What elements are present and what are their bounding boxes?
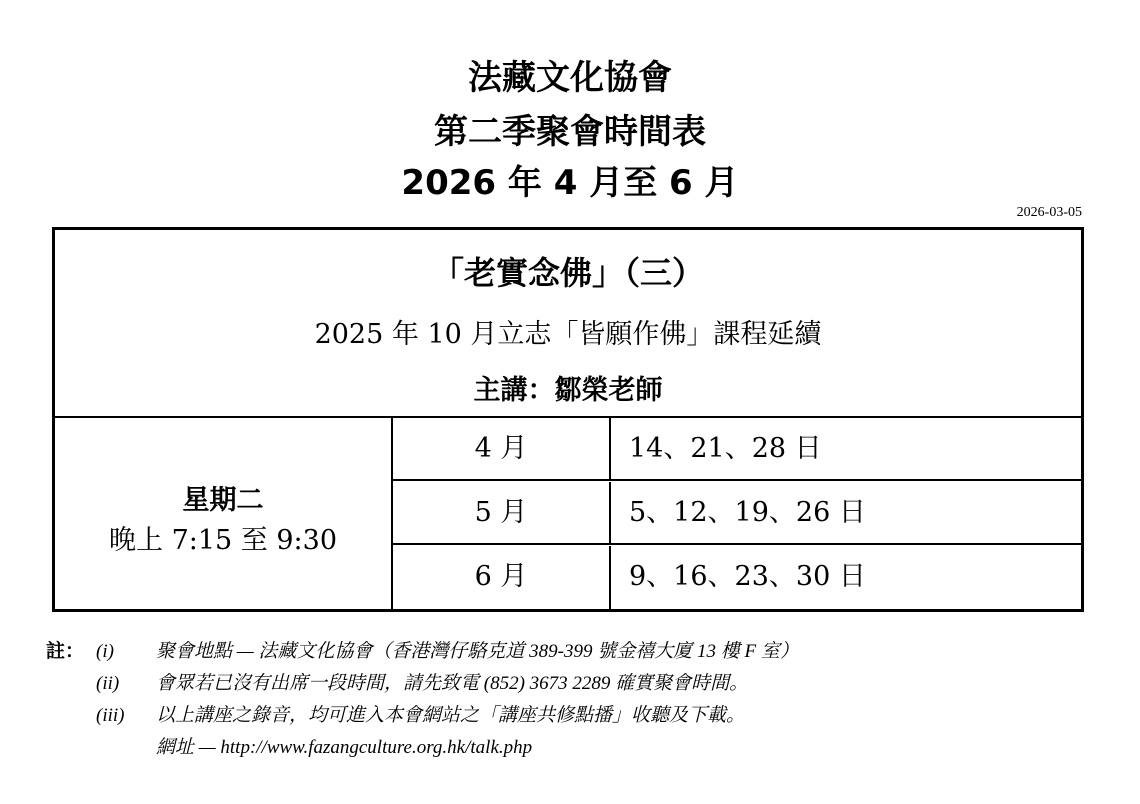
document-date: 2026-03-05 xyxy=(1016,205,1082,220)
table-row xyxy=(393,418,1081,481)
date-range-title: 2026 年 4 月至 6 月 xyxy=(401,163,739,203)
course-header xyxy=(55,230,1081,418)
schedule-title: 第二季聚會時間表 xyxy=(434,112,706,152)
note-number: (iii) xyxy=(96,705,125,726)
dates-cell: 5、12、19、26 日 xyxy=(629,497,866,528)
lecturer: 主講：鄒榮老師 xyxy=(473,375,663,406)
note-text: 以上講座之錄音，均可進入本會網站之「講座共修點播」收聽及下載。 xyxy=(156,705,746,726)
schedule-table xyxy=(52,227,1084,612)
note-number: (i) xyxy=(96,641,114,662)
dates-cell: 14、21、28 日 xyxy=(629,433,822,464)
course-title: 「老實念佛」（三） xyxy=(431,254,704,292)
month-cell: 4 月 xyxy=(393,418,611,479)
session-time: 晚上 7:15 至 9:30 xyxy=(108,525,337,556)
weekday: 星期二 xyxy=(182,485,264,516)
day-time-cell xyxy=(55,418,393,609)
table-row xyxy=(393,546,1081,609)
note-text: 會眾若已沒有出席一段時間，請先致電 (852) 3673 2289 確實聚會時間。 xyxy=(156,673,749,694)
course-subtitle: 2025 年 10 月立志「皆願作佛」課程延續 xyxy=(314,319,822,350)
month-cell: 5 月 xyxy=(393,482,611,543)
website-url[interactable]: 網址 — http://www.fazangculture.org.hk/talk.php xyxy=(156,737,533,758)
org-title: 法藏文化協會 xyxy=(468,58,672,98)
notes-label: 註： xyxy=(46,641,85,662)
table-row xyxy=(393,482,1081,545)
note-text: 聚會地點 — 法藏文化協會（香港灣仔駱克道 389-399 號金禧大廈 13 樓 F 室） xyxy=(156,641,799,662)
month-cell: 6 月 xyxy=(393,546,611,609)
dates-cell: 9、16、23、30 日 xyxy=(629,561,866,592)
note-number: (ii) xyxy=(96,673,120,694)
